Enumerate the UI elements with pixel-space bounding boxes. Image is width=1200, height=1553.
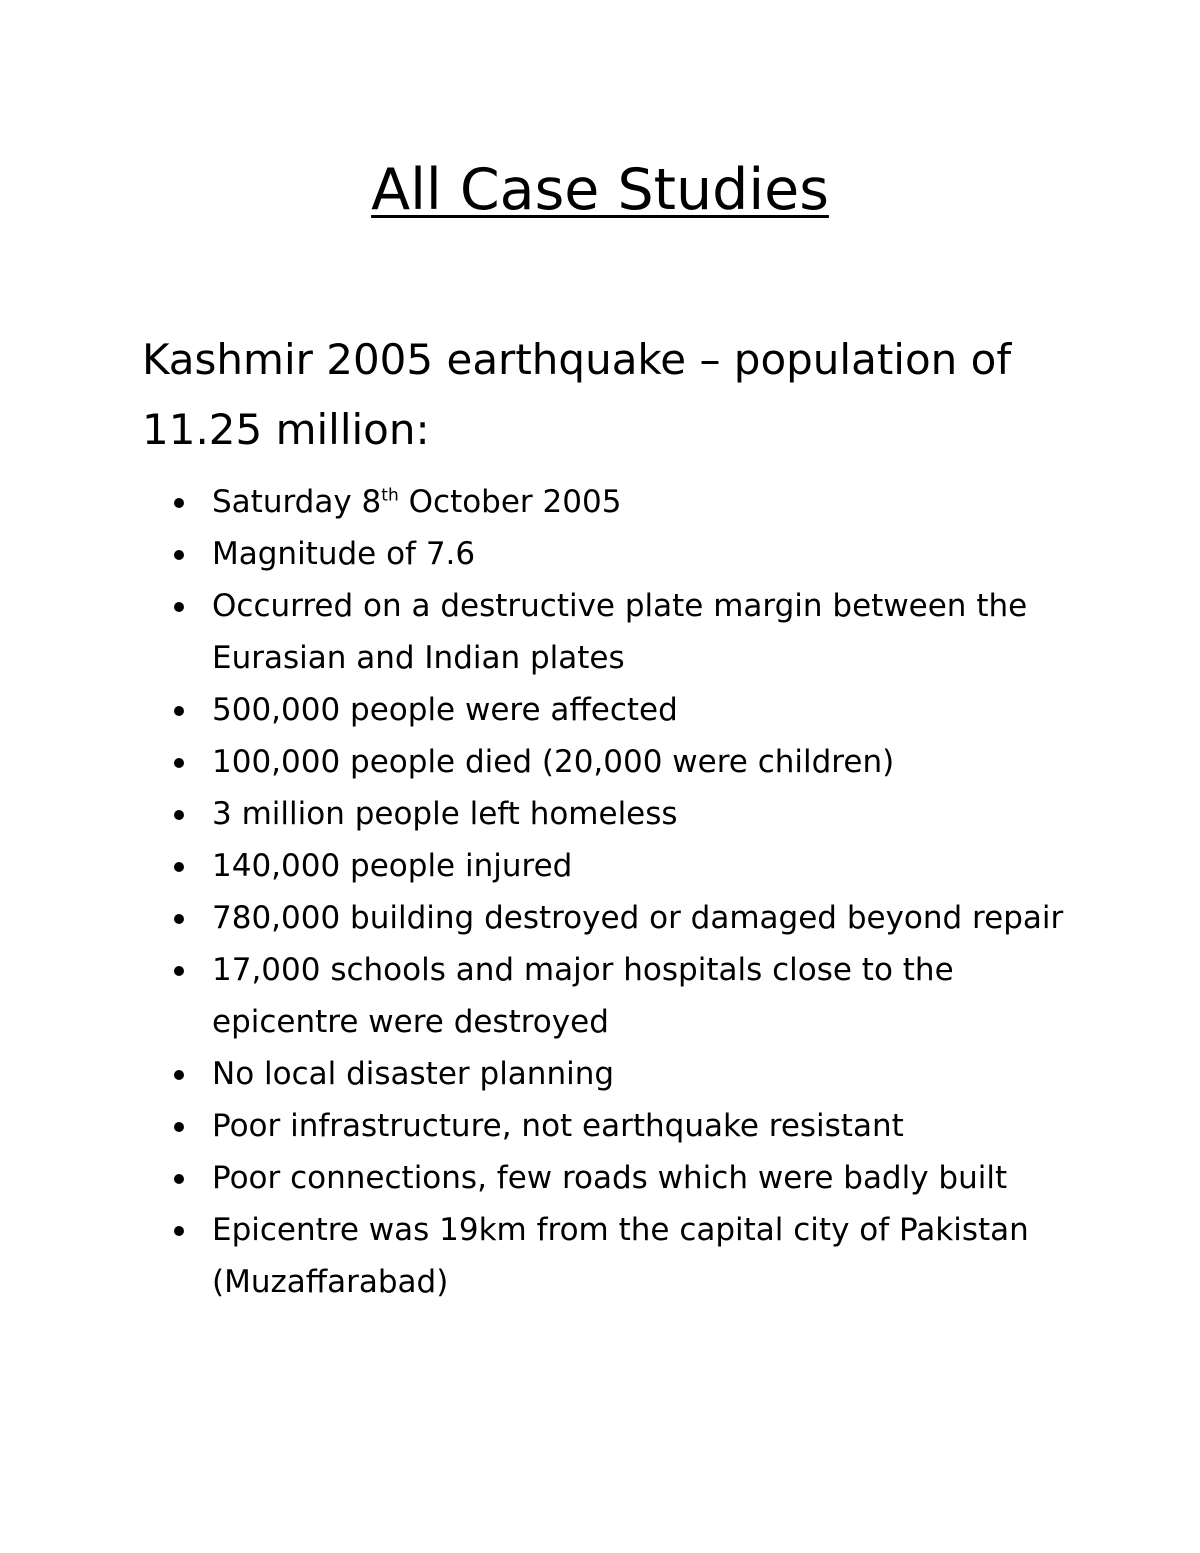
list-item-text: 100,000 people died (20,000 were children): [212, 744, 895, 780]
date-suffix: October 2005: [398, 484, 622, 520]
bullet-icon: [174, 1070, 184, 1080]
list-item: [212, 944, 1092, 1048]
list-item: [212, 840, 1092, 892]
bullet-icon: [174, 914, 184, 924]
list-item: [212, 736, 1092, 788]
list-item: [212, 528, 1092, 580]
list-item-text: 3 million people left homeless: [212, 796, 678, 832]
list-item: [212, 684, 1092, 736]
list-item-text: 17,000 schools and major hospitals close to the epicentre were destroyed: [212, 952, 954, 1040]
bullet-icon: [174, 602, 184, 612]
list-item: [212, 476, 1092, 528]
list-item-text: 780,000 building destroyed or damaged beyond repair: [212, 900, 1064, 936]
list-item: [212, 788, 1092, 840]
list-item-text: 140,000 people injured: [212, 848, 573, 884]
list-item: [212, 1152, 1092, 1204]
date-prefix: Saturday 8: [212, 484, 382, 520]
bullet-icon: [174, 550, 184, 560]
bullet-icon: [174, 966, 184, 976]
list-item-text: 500,000 people were affected: [212, 692, 678, 728]
list-item-text: Poor infrastructure, not earthquake resistant: [212, 1108, 904, 1144]
list-item: [212, 1204, 1092, 1308]
list-item-text: Epicentre was 19km from the capital city of Pakistan (Muzaffarabad): [212, 1212, 1029, 1300]
bullet-icon: [174, 862, 184, 872]
list-item: [212, 892, 1092, 944]
bullet-icon: [174, 1174, 184, 1184]
list-item-text: Poor connections, few roads which were badly built: [212, 1160, 1008, 1196]
bullet-icon: [174, 810, 184, 820]
list-item-text: No local disaster planning: [212, 1056, 615, 1092]
list-item-text: Magnitude of 7.6: [212, 536, 476, 572]
ordinal-superscript: th: [381, 485, 399, 506]
bullet-icon: [174, 706, 184, 716]
section-heading: Kashmir 2005 earthquake – population of 11.25 million:: [142, 335, 1012, 454]
list-item-text: [212, 484, 621, 520]
bullet-icon: [174, 758, 184, 768]
list-item: [212, 1100, 1092, 1152]
bullet-list: [212, 476, 1092, 1308]
page-title: All Case Studies: [371, 157, 829, 223]
bullet-icon: [174, 498, 184, 508]
bullet-icon: [174, 1122, 184, 1132]
list-item: [212, 1048, 1092, 1100]
bullet-icon: [174, 1226, 184, 1236]
list-item: [212, 580, 1092, 684]
list-item-text: Occurred on a destructive plate margin between the Eurasian and Indian plates: [212, 588, 1028, 676]
